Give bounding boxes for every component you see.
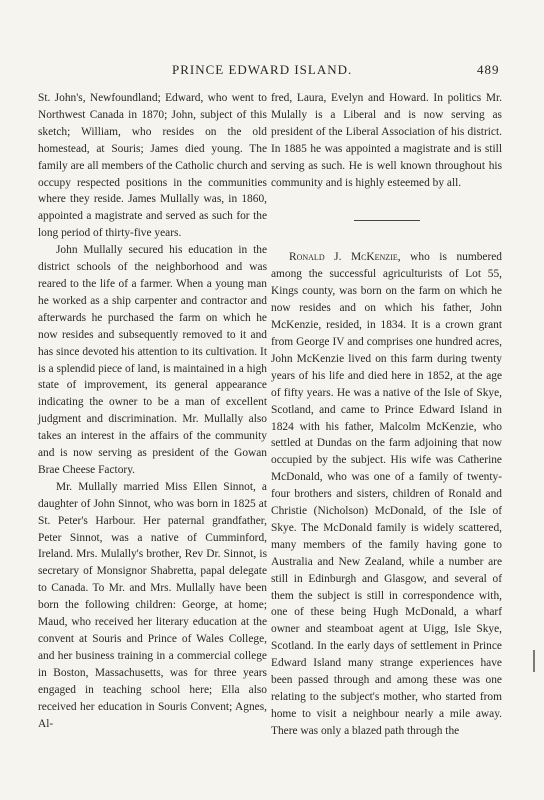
section-divider xyxy=(354,220,420,221)
paragraph: Mr. Mullally married Miss Ellen Sinnot, a daughter of John Sinnot, who was born in 1825 at St. Peter's Harbour. Her paternal grandfather, Peter Sinnot, was a native of Cumminford, Ireland. Mrs. Mulally's brother, Rev Dr. Sinnot, is secretary of Monsignor Shabretta, papal delegate to Canada. To Mr. and Mrs. Mullally have been born the following children: George, at home; Maud, who received her literary education at the convent at Souris and Prince of Wales College, and her business training in a commercial college in Boston, Massachusetts, was for three years engaged in teaching school here; Ella also received her education in Souris Convent; Agnes, Al- xyxy=(38,480,267,730)
page-title: PRINCE EDWARD ISLAND. xyxy=(172,62,353,77)
paragraph: St. John's, Newfoundland; Edward, who went to Northwest Canada in 1870; John, subject of this sketch; William, who resides on the old homestead, at Souris; James died young. The family are all members of the Catholic church and occupy respected positions in the communities where they reside. James Mullally was, in 1860, appointed a magistrate and served as such for the long period of thirty-five years. xyxy=(38,92,267,240)
right-column xyxy=(271,90,502,740)
left-column xyxy=(38,90,267,732)
paragraph: fred, Laura, Evelyn and Howard. In politics Mr. Mulally is a Liberal and is now serving as president of the Liberal Association of his district. In 1885 he was appointed a magistrate and is still serving as such. He is well known throughout his community and is highly esteemed by all. xyxy=(271,92,502,189)
margin-mark xyxy=(533,650,535,672)
paragraph: John Mullally secured his education in the district schools of the neighborhood and was reared to the life of a farmer. When a young man he worked as a ship carpenter and contractor and afterwards he purchased the farm on which he now resides and subsequently removed to it and has since devoted his attention to its cultivation. It is a splendid piece of land, is maintained in a high state of improvement, its general appearance indicating the owner to be a man of excellent judgment and discrimination. Mr. Mullally also takes an interest in the affairs of the community and is now serving as president of the Gowan Brae Cheese Factory. xyxy=(38,244,267,476)
paragraph-text: who is numbered among the successful agriculturists of Lot 55, Kings county, was born on the farm on which he now resides and on which his father, John McKenzie, resided, in 1834. It is a crown grant from George IV and comprises one hundred acres, John McKenzie lived on this farm during twenty years of his life and died here in 1852, at the age of fifty years. He was a native of the Isle of Skye, Scotland, and came to Prince Edward Island in 1824 with his father, Malcolm McKenzie, who settled at Dundas on the farm adjoining that now occupied by the subject. His wife was Catherine McDonald, who was one of a family of twenty-four brothers and sisters, children of Ronald and Christie (Nicholson) McDonald, of the Isle of Skye. The McDonald family is widely scattered, many members of the family having gone to Australia and New Zealand, while a number are still in Edinburgh and Glasgow, and several of them the subject is still in correspondence with, one of these being Hugh McDonald, a wharf owner and steamboat agent at Uigg, Isle Skye, Scotland. In the early days of settlement in Prince Edward Island many strange experiences have been passed through and among these was one relating to the subject's mother, who started from home to visit a neighbour nearly a mile away. There was only a blazed path through the xyxy=(271,251,502,737)
subject-name: Ronald J. McKenzie, xyxy=(289,251,401,264)
page-number: 489 xyxy=(477,62,500,77)
paragraph xyxy=(271,249,502,739)
